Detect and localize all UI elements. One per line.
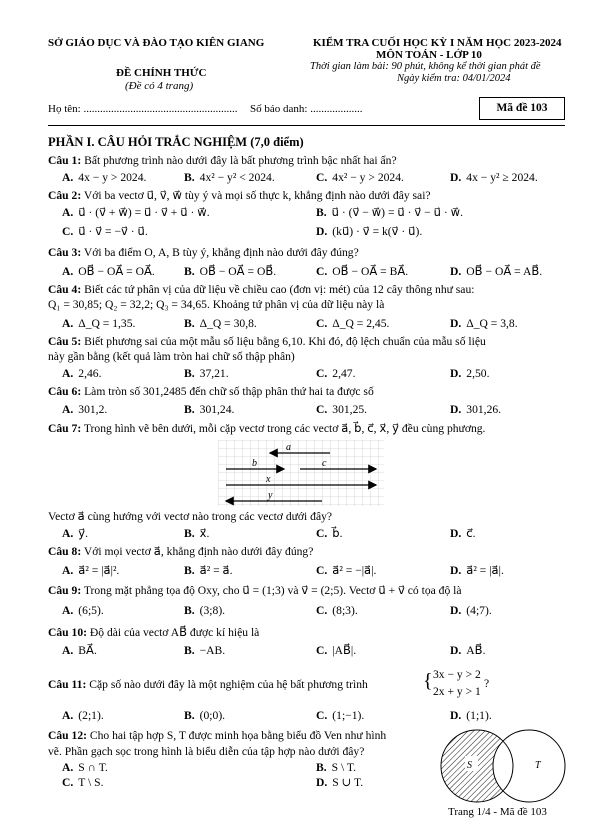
q3-option-b[interactable]: B. OB⃗ − OA⃗ = OB⃗. — [184, 265, 277, 278]
department: SỞ GIÁO DỤC VÀ ĐÀO TẠO KIÊN GIANG — [48, 37, 265, 49]
q9-option-a[interactable]: A. (6;5). — [62, 604, 104, 617]
q2-option-d[interactable]: D. (ku⃗) · v⃗ = k(v⃗ · u⃗). — [316, 225, 423, 238]
q5-option-d[interactable]: D. 2,50. — [450, 367, 490, 380]
venn-label-t: T — [535, 760, 541, 771]
q4-option-b[interactable]: B. Δ_Q = 30,8. — [184, 317, 257, 330]
q11-option-b[interactable]: B. (0;0). — [184, 709, 226, 722]
section-title: PHẦN I. CÂU HỎI TRẮC NGHIỆM (7,0 điểm) — [48, 135, 304, 149]
name-field: Họ tên: ........................................................ — [48, 103, 238, 115]
vector-b-label: b⃗ — [252, 458, 265, 469]
id-field: Số báo danh: ................... — [250, 103, 363, 115]
venn-label-s: S — [467, 760, 472, 771]
q5-option-b[interactable]: B. 37,21. — [184, 367, 229, 380]
q12-option-d[interactable]: D. S ∪ T. — [316, 776, 364, 789]
q4-option-d[interactable]: D. Δ_Q = 3,8. — [450, 317, 518, 330]
venn-diagram — [437, 722, 577, 810]
question-4-line2: Q₁ = 30,85; Q₂ = 32,2; Q₃ = 34,65. Khoảng tứ phân vị của dữ liệu này là — [48, 298, 385, 311]
q7-option-a[interactable]: A. y⃗. — [62, 527, 89, 540]
header-divider — [48, 125, 565, 126]
q3-option-c[interactable]: C. OB⃗ − OA⃗ = BA⃗. — [316, 265, 409, 278]
vector-x-label: x⃗ — [266, 474, 279, 485]
time-note: Thời gian làm bài: 90 phút, không kể thời gian phát đề — [310, 61, 541, 72]
q1-option-d[interactable]: D. 4x − y² ≥ 2024. — [450, 171, 538, 184]
q4-option-a[interactable]: A. Δ_Q = 1,35. — [62, 317, 136, 330]
question-5-line2: này gần bằng (kết quả làm tròn hai chữ số thập phân) — [48, 350, 295, 363]
pages-note: (Đề có 4 trang) — [125, 80, 194, 92]
q6-option-c[interactable]: C. 301,25. — [316, 403, 368, 416]
q1-option-c[interactable]: C. 4x² − y > 2024. — [316, 171, 404, 184]
q2-option-a[interactable]: A. u⃗ · (v⃗ + w⃗) = u⃗ · v⃗ + u⃗ · w⃗. — [62, 206, 210, 219]
question-7: Câu 7: Trong hình vẽ bên dưới, mỗi cặp vectơ trong các vectơ a⃗, b⃗, c⃗, x⃗, y⃗ đều cùng phương. — [48, 422, 486, 435]
q2-option-b[interactable]: B. u⃗ · (v⃗ − w⃗) = u⃗ · v⃗ − u⃗ · w⃗. — [316, 206, 463, 219]
q11-option-a[interactable]: A. (2;1). — [62, 709, 104, 722]
q3-option-a[interactable]: A. OB⃗ − OA⃗ = OA⃗. — [62, 265, 155, 278]
q10-option-c[interactable]: C. |AB⃗|. — [316, 644, 357, 657]
question-6: Câu 6: Làm tròn số 301,2485 đến chữ số thập phân thứ hai ta được số — [48, 385, 374, 398]
q1-option-b[interactable]: B. 4x² − y² < 2024. — [184, 171, 275, 184]
q9-option-b[interactable]: B. (3;8). — [184, 604, 226, 617]
q6-option-a[interactable]: A. 301,2. — [62, 403, 108, 416]
q7-option-d[interactable]: D. c⃗. — [450, 527, 476, 540]
q5-option-a[interactable]: A. 2,46. — [62, 367, 102, 380]
q11-option-d[interactable]: D. (1;1). — [450, 709, 492, 722]
question-7-line2: Vectơ a⃗ cùng hướng với vectơ nào trong các vectơ dưới đây? — [48, 510, 333, 523]
exam-code-box: Mã đề 103 — [479, 97, 565, 120]
q12-option-a[interactable]: A. S ∩ T. — [62, 761, 108, 774]
question-12: Câu 12: Cho hai tập hợp S, T được minh họa bằng biểu đồ Ven như hình — [48, 729, 387, 742]
q4-option-c[interactable]: C. Δ_Q = 2,45. — [316, 317, 390, 330]
system-eq-1: 3x − y > 2 — [433, 668, 481, 681]
q3-option-d[interactable]: D. OB⃗ − OA⃗ = AB⃗. — [450, 265, 543, 278]
vector-a-label: a⃗ — [286, 442, 299, 453]
question-1: Câu 1: Bất phương trình nào dưới đây là bất phương trình bậc nhất hai ẩn? — [48, 154, 397, 167]
q10-option-a[interactable]: A. BA⃗. — [62, 644, 97, 657]
question-3: Câu 3: Với ba điểm O, A, B tùy ý, khẳng định nào dưới đây đúng? — [48, 246, 359, 259]
q5-option-c[interactable]: C. 2,47. — [316, 367, 356, 380]
q8-option-c[interactable]: C. a⃗² = −|a⃗|. — [316, 564, 377, 577]
q10-option-b[interactable]: B. −AB. — [184, 644, 226, 657]
q2-option-c[interactable]: C. u⃗ · v⃗ = −v⃗ · u⃗. — [62, 225, 148, 238]
q8-option-b[interactable]: B. a⃗² = a⃗. — [184, 564, 233, 577]
question-4: Câu 4: Biết các tứ phân vị của dữ liệu về chiều cao (đơn vị: mét) của 12 cây thông như sau: — [48, 283, 475, 296]
q9-option-c[interactable]: C. (8;3). — [316, 604, 358, 617]
question-10: Câu 10: Độ dài của vectơ AB⃗ được kí hiệu là — [48, 626, 260, 639]
q6-option-d[interactable]: D. 301,26. — [450, 403, 502, 416]
q12-option-b[interactable]: B. S \ T. — [316, 761, 357, 774]
q12-option-c[interactable]: C. T \ S. — [62, 776, 104, 789]
q7-option-c[interactable]: C. b⃗. — [316, 527, 343, 540]
page-footer: Trang 1/4 - Mã đề 103 — [448, 806, 547, 818]
system-brace: { — [423, 670, 433, 692]
exam-title: KIỂM TRA CUỐI HỌC KỲ I NĂM HỌC 2023-2024 — [313, 37, 562, 49]
question-2: Câu 2: Với ba vectơ u⃗, v⃗, w⃗ tùy ý và mọi số thực k, khẳng định nào dưới đây sai? — [48, 189, 431, 202]
question-11: Câu 11: Cặp số nào dưới đây là một nghiệm của hệ bất phương trình — [48, 678, 368, 691]
q9-option-d[interactable]: D. (4;7). — [450, 604, 492, 617]
vector-c-label: c⃗ — [322, 458, 335, 469]
q11-option-c[interactable]: C. (1;−1). — [316, 709, 365, 722]
question-8: Câu 8: Với mọi vectơ a⃗, khẳng định nào dưới đây đúng? — [48, 545, 314, 558]
question-9: Câu 9: Trong mặt phẳng tọa độ Oxy, cho u⃗ = (1;3) và v⃗ = (2;5). Vectơ u⃗ + v⃗ có tọa độ là — [48, 584, 462, 597]
system-tail: ? — [484, 677, 490, 690]
q8-option-a[interactable]: A. a⃗² = |a⃗|². — [62, 564, 120, 577]
q6-option-b[interactable]: B. 301,24. — [184, 403, 235, 416]
subject: MÔN TOÁN - LỚP 10 — [376, 49, 482, 61]
vector-y-label: y⃗ — [268, 490, 281, 501]
vector-grid-figure — [218, 440, 384, 506]
question-12-line2: vẽ. Phần gạch sọc trong hình là biểu diễn của tập hợp nào dưới đây? — [48, 745, 365, 758]
q7-option-b[interactable]: B. x⃗. — [184, 527, 210, 540]
official-label: ĐỀ CHÍNH THỨC — [116, 67, 207, 79]
q8-option-d[interactable]: D. a⃗² = |a⃗|. — [450, 564, 504, 577]
system-eq-2: 2x + y > 1 — [433, 685, 481, 698]
date-note: Ngày kiểm tra: 04/01/2024 — [397, 73, 511, 84]
q1-option-a[interactable]: A. 4x − y > 2024. — [62, 171, 147, 184]
question-5: Câu 5: Biết phương sai của một mẫu số liệu bằng 6,10. Khi đó, độ lệch chuẩn của mẫu số liệu — [48, 335, 486, 348]
q10-option-d[interactable]: D. AB⃗. — [450, 644, 486, 657]
